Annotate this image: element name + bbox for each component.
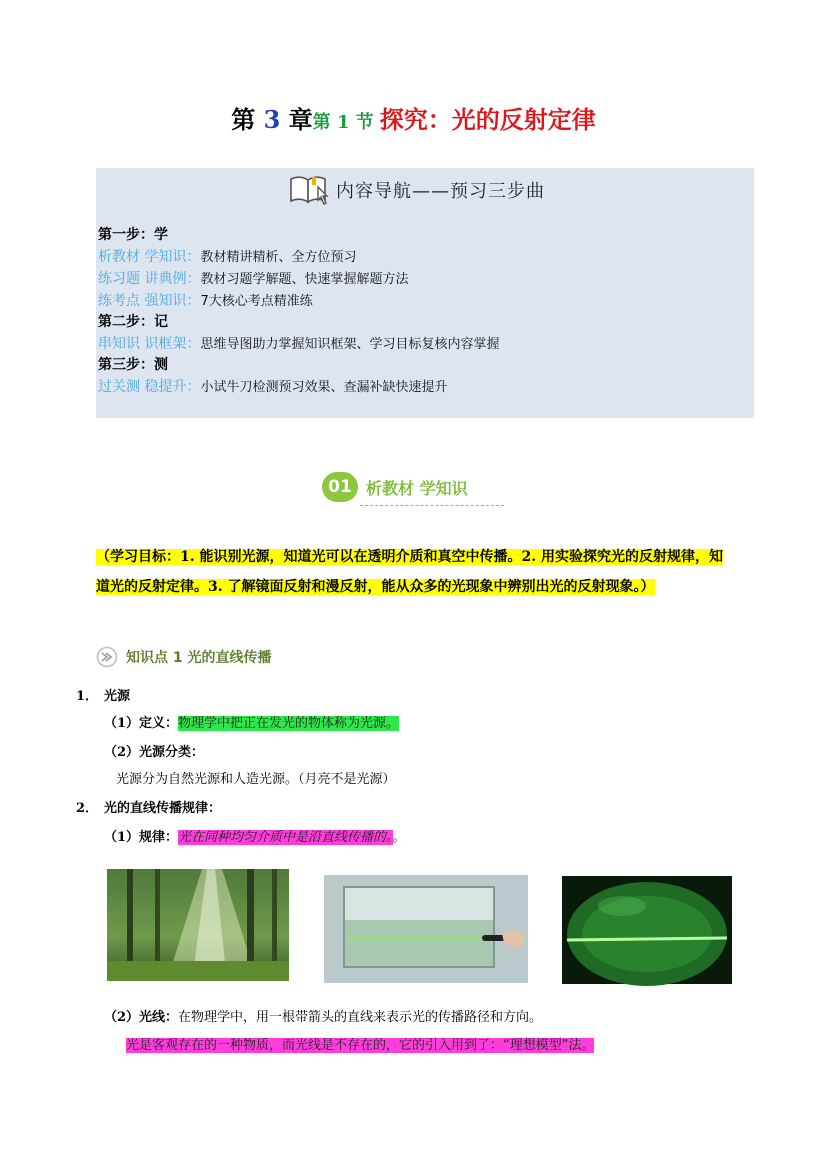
nav-row-value: 小试牛刀检测预习效果、查漏补缺快速提升 <box>200 380 448 395</box>
light-ray-note: 光是客观存在的一种物质，而光线是不存在的，它的引入用到了：“理想模型”法。 <box>126 1038 595 1053</box>
content-nav-heading <box>288 170 545 210</box>
rule-text: 光在同种均匀介质中是沿直线传播的。 <box>178 830 393 845</box>
item-number: 1． <box>76 689 99 704</box>
nav-row-value: 教材习题学解题、快速掌握解题方法 <box>200 272 409 287</box>
nav-row <box>98 268 408 288</box>
section-badge-label: 析教材 学知识 <box>366 478 468 498</box>
definition-label: （1）定义： <box>104 716 179 731</box>
page-title <box>0 100 827 135</box>
water-tank-laser-photo <box>324 873 528 985</box>
light-ray-note-line <box>126 1034 594 1053</box>
book-pointer-icon <box>288 171 332 209</box>
nav-row-value: 教材精讲精析、全方位预习 <box>200 250 357 265</box>
nav-row-key: 析教材 学知识： <box>98 249 201 265</box>
green-laser-sphere-photo <box>562 874 732 986</box>
classification-label: （2）光源分类： <box>104 745 205 760</box>
title-chapter-suffix: 章 <box>288 105 313 134</box>
definition-line <box>104 712 399 731</box>
title-section: 第 1 节 <box>312 112 374 133</box>
title-main: 探究：光的反射定律 <box>379 105 596 134</box>
chevron-circle-icon <box>96 646 118 668</box>
nav-row <box>98 290 313 310</box>
item-title: 光源 <box>104 689 131 704</box>
nav-row-key: 练考点 强知识： <box>98 293 201 309</box>
light-ray-line <box>104 1006 542 1025</box>
section-badge-underline <box>360 505 504 506</box>
step-3: 第三步：测 <box>98 357 168 373</box>
step-1: 第一步：学 <box>98 227 168 243</box>
definition-text: 物理学中把正在发光的物体称为光源。 <box>178 716 400 731</box>
rule-line <box>104 826 406 845</box>
classification-text: 光源分为自然光源和人造光源。（月亮不是光源） <box>116 772 396 787</box>
title-chapter-number: 3 <box>263 105 281 134</box>
nav-row-value: 思维导图助力掌握知识框架、学习目标复核内容掌握 <box>200 337 500 352</box>
knowledge-point-header <box>96 646 272 668</box>
nav-row-key: 练习题 讲典例： <box>98 271 201 287</box>
learning-goal-line: （学习目标：1. 能识别光源，知道光可以在透明介质和真空中传播。2. 用实验探究光的反射规律，知 <box>96 549 723 565</box>
rule-end: 。 <box>392 830 406 845</box>
light-ray-label: （2）光线： <box>104 1010 179 1025</box>
nav-heading-text: 内容导航——预习三步曲 <box>336 181 545 202</box>
light-ray-text: 在物理学中，用一根带箭头的直线来表示光的传播路径和方向。 <box>178 1010 543 1025</box>
knowledge-point-label: 知识点 1 光的直线传播 <box>126 650 272 666</box>
nav-row <box>98 376 447 396</box>
learning-goal-line: 道光的反射定律。3. 了解镜面反射和漫反射，能从众多的光现象中辨别出光的反射现象。） <box>96 579 655 595</box>
step-2: 第二步：记 <box>98 314 168 330</box>
section-badge <box>322 472 468 502</box>
item-number: 2． <box>76 801 99 816</box>
section-badge-number: 01 <box>322 472 358 502</box>
nav-row-value: 7大核心考点精准练 <box>200 294 313 309</box>
forest-sunlight-photo <box>107 869 289 981</box>
title-chapter-prefix: 第 <box>231 105 256 134</box>
nav-row <box>98 333 499 353</box>
item-title: 光的直线传播规律： <box>104 801 222 816</box>
nav-row-key: 过关测 稳提升： <box>98 379 201 395</box>
nav-row-key: 串知识 识框架： <box>98 336 201 352</box>
learning-goal <box>96 542 756 602</box>
rule-label: （1）规律： <box>104 830 179 845</box>
nav-row <box>98 246 356 266</box>
